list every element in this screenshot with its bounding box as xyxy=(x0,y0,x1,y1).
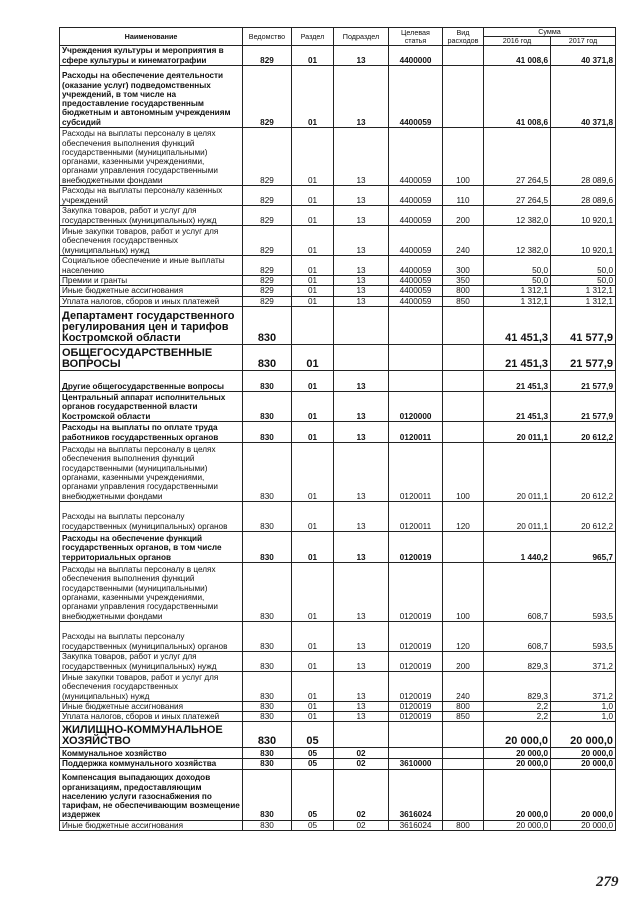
header-sum: Сумма xyxy=(484,28,616,37)
cell-sum-2017: 40 371,8 xyxy=(551,46,616,66)
table-row xyxy=(60,66,616,128)
cell-sum-2017: 1,0 xyxy=(551,712,616,722)
cell-sum-2017: 371,2 xyxy=(551,651,616,671)
cell-sum-2016: 1 312,1 xyxy=(484,286,551,296)
table-row xyxy=(60,712,616,722)
cell-target-article: 0120019 xyxy=(389,562,443,621)
cell-target-article xyxy=(389,306,443,344)
cell-target-article xyxy=(389,344,443,370)
cell-sum-2016: 12 382,0 xyxy=(484,206,551,226)
cell-razdel: 01 xyxy=(292,46,334,66)
cell-target-article: 4400059 xyxy=(389,128,443,186)
cell-vedomstvo: 830 xyxy=(243,820,292,830)
cell-target-article: 3610000 xyxy=(389,759,443,769)
cell-target-article xyxy=(389,748,443,759)
table-body xyxy=(60,46,616,831)
cell-sum-2017: 20 612,2 xyxy=(551,421,616,442)
cell-sum-2017: 593,5 xyxy=(551,562,616,621)
cell-target-article: 4400059 xyxy=(389,286,443,296)
cell-podrazdel: 13 xyxy=(334,296,389,306)
cell-name: ОБЩЕГОСУДАРСТВЕННЫЕ ВОПРОСЫ xyxy=(60,344,243,370)
cell-name: Расходы на выплаты персоналу казенных учреждений xyxy=(60,186,243,206)
cell-expense-type xyxy=(443,391,484,421)
cell-vedomstvo: 829 xyxy=(243,276,292,286)
cell-razdel: 01 xyxy=(292,128,334,186)
cell-expense-type xyxy=(443,421,484,442)
cell-name: ЖИЛИЩНО-КОММУНАЛЬНОЕ ХОЗЯЙСТВО xyxy=(60,722,243,748)
cell-podrazdel xyxy=(334,344,389,370)
cell-vedomstvo: 829 xyxy=(243,256,292,276)
cell-target-article: 0120011 xyxy=(389,421,443,442)
cell-sum-2017: 20 000,0 xyxy=(551,820,616,830)
cell-razdel: 01 xyxy=(292,186,334,206)
cell-vedomstvo: 830 xyxy=(243,562,292,621)
cell-sum-2017: 50,0 xyxy=(551,276,616,286)
cell-target-article: 4400059 xyxy=(389,186,443,206)
cell-sum-2017: 1 312,1 xyxy=(551,296,616,306)
table-row xyxy=(60,748,616,759)
cell-expense-type: 300 xyxy=(443,256,484,276)
cell-name: Расходы на выплаты персоналу в целях обеспечения выполнения функций государственными (муниципальными) органами, казенными учреждениями, органами управления государственными внебюджетными фондами xyxy=(60,562,243,621)
cell-name: Департамент государственного регулирования цен и тарифов Костромской области xyxy=(60,306,243,344)
cell-sum-2016: 20 011,1 xyxy=(484,501,551,531)
cell-sum-2017: 10 920,1 xyxy=(551,206,616,226)
cell-sum-2017: 21 577,9 xyxy=(551,344,616,370)
cell-sum-2016: 12 382,0 xyxy=(484,226,551,256)
cell-sum-2017: 20 000,0 xyxy=(551,759,616,769)
cell-razdel: 01 xyxy=(292,421,334,442)
cell-name: Иные бюджетные ассигнования xyxy=(60,286,243,296)
cell-sum-2016: 41 008,6 xyxy=(484,46,551,66)
cell-target-article: 0120011 xyxy=(389,501,443,531)
cell-target-article: 0120019 xyxy=(389,712,443,722)
table-row xyxy=(60,370,616,391)
cell-sum-2017: 28 089,6 xyxy=(551,186,616,206)
cell-sum-2016: 20 000,0 xyxy=(484,820,551,830)
header-vedomstvo: Ведомство xyxy=(243,28,292,46)
cell-expense-type: 200 xyxy=(443,651,484,671)
cell-target-article: 4400059 xyxy=(389,296,443,306)
cell-razdel: 01 xyxy=(292,712,334,722)
cell-name: Иные закупки товаров, работ и услуг для обеспечения государственных (муниципальных) нужд xyxy=(60,671,243,701)
cell-target-article xyxy=(389,370,443,391)
cell-vedomstvo: 830 xyxy=(243,701,292,711)
cell-target-article: 3616024 xyxy=(389,820,443,830)
header-razdel: Раздел xyxy=(292,28,334,46)
table-row xyxy=(60,651,616,671)
cell-target-article: 4400059 xyxy=(389,206,443,226)
cell-sum-2017: 21 577,9 xyxy=(551,370,616,391)
cell-podrazdel: 13 xyxy=(334,501,389,531)
table-row xyxy=(60,226,616,256)
cell-target-article: 4400059 xyxy=(389,66,443,128)
cell-sum-2016: 41 008,6 xyxy=(484,66,551,128)
table-row xyxy=(60,186,616,206)
cell-name: Уплата налогов, сборов и иных платежей xyxy=(60,296,243,306)
cell-sum-2016: 1 440,2 xyxy=(484,531,551,562)
cell-name: Расходы на выплаты персоналу государственных (муниципальных) органов xyxy=(60,501,243,531)
table-row xyxy=(60,206,616,226)
cell-razdel: 01 xyxy=(292,296,334,306)
cell-vedomstvo: 829 xyxy=(243,296,292,306)
cell-name: Закупка товаров, работ и услуг для государственных (муниципальных) нужд xyxy=(60,651,243,671)
cell-name: Расходы на выплаты персоналу государственных (муниципальных) органов xyxy=(60,621,243,651)
cell-vedomstvo: 830 xyxy=(243,421,292,442)
cell-target-article: 0120019 xyxy=(389,651,443,671)
cell-sum-2016: 608,7 xyxy=(484,621,551,651)
header-target-article: Целевая статья xyxy=(389,28,443,46)
cell-target-article: 0120019 xyxy=(389,701,443,711)
cell-expense-type: 120 xyxy=(443,621,484,651)
cell-expense-type: 350 xyxy=(443,276,484,286)
cell-razdel: 01 xyxy=(292,206,334,226)
cell-sum-2017: 41 577,9 xyxy=(551,306,616,344)
cell-name: Уплата налогов, сборов и иных платежей xyxy=(60,712,243,722)
cell-podrazdel: 13 xyxy=(334,206,389,226)
cell-expense-type: 110 xyxy=(443,186,484,206)
cell-razdel: 01 xyxy=(292,226,334,256)
cell-expense-type: 200 xyxy=(443,206,484,226)
cell-podrazdel: 13 xyxy=(334,442,389,501)
cell-razdel: 05 xyxy=(292,820,334,830)
cell-podrazdel: 13 xyxy=(334,226,389,256)
cell-razdel: 01 xyxy=(292,276,334,286)
cell-sum-2016: 20 000,0 xyxy=(484,748,551,759)
cell-name: Центральный аппарат исполнительных органов государственной власти Костромской области xyxy=(60,391,243,421)
cell-expense-type: 850 xyxy=(443,296,484,306)
cell-sum-2016: 2,2 xyxy=(484,701,551,711)
cell-razdel: 01 xyxy=(292,651,334,671)
table-row xyxy=(60,722,616,748)
cell-name: Компенсация выпадающих доходов организациям, предоставляющим населению услуги газоснабжения по тарифам, не обеспечивающим возмещение издержек xyxy=(60,769,243,820)
cell-sum-2017: 1,0 xyxy=(551,701,616,711)
cell-podrazdel xyxy=(334,306,389,344)
cell-sum-2017: 593,5 xyxy=(551,621,616,651)
cell-vedomstvo: 830 xyxy=(243,671,292,701)
cell-sum-2016: 41 451,3 xyxy=(484,306,551,344)
cell-sum-2017: 20 612,2 xyxy=(551,501,616,531)
cell-name: Расходы на выплаты по оплате труда работников государственных органов xyxy=(60,421,243,442)
cell-expense-type: 100 xyxy=(443,562,484,621)
cell-expense-type xyxy=(443,306,484,344)
table-row xyxy=(60,344,616,370)
cell-podrazdel: 02 xyxy=(334,748,389,759)
budget-table xyxy=(59,27,616,831)
cell-podrazdel: 13 xyxy=(334,370,389,391)
table-row xyxy=(60,296,616,306)
cell-vedomstvo: 830 xyxy=(243,748,292,759)
cell-expense-type xyxy=(443,531,484,562)
cell-sum-2016: 50,0 xyxy=(484,256,551,276)
cell-razdel: 01 xyxy=(292,370,334,391)
cell-name: Иные закупки товаров, работ и услуг для обеспечения государственных (муниципальных) нужд xyxy=(60,226,243,256)
cell-expense-type xyxy=(443,722,484,748)
cell-razdel: 01 xyxy=(292,621,334,651)
cell-razdel: 05 xyxy=(292,748,334,759)
cell-sum-2016: 21 451,3 xyxy=(484,391,551,421)
cell-podrazdel: 13 xyxy=(334,621,389,651)
cell-vedomstvo: 829 xyxy=(243,46,292,66)
cell-name: Иные бюджетные ассигнования xyxy=(60,820,243,830)
cell-vedomstvo: 830 xyxy=(243,531,292,562)
cell-target-article: 3616024 xyxy=(389,769,443,820)
cell-vedomstvo: 829 xyxy=(243,128,292,186)
cell-podrazdel: 13 xyxy=(334,256,389,276)
cell-target-article: 4400059 xyxy=(389,256,443,276)
cell-sum-2016: 829,3 xyxy=(484,671,551,701)
cell-vedomstvo: 830 xyxy=(243,759,292,769)
cell-name: Другие общегосударственные вопросы xyxy=(60,370,243,391)
cell-podrazdel: 13 xyxy=(334,701,389,711)
cell-name: Учреждения культуры и мероприятия в сфере культуры и кинематографии xyxy=(60,46,243,66)
cell-razdel: 01 xyxy=(292,501,334,531)
cell-vedomstvo: 830 xyxy=(243,722,292,748)
cell-vedomstvo: 830 xyxy=(243,651,292,671)
cell-expense-type: 800 xyxy=(443,286,484,296)
cell-expense-type xyxy=(443,370,484,391)
cell-razdel: 01 xyxy=(292,442,334,501)
cell-expense-type xyxy=(443,759,484,769)
cell-expense-type: 800 xyxy=(443,820,484,830)
table-row xyxy=(60,820,616,830)
cell-razdel xyxy=(292,306,334,344)
cell-target-article: 0120019 xyxy=(389,531,443,562)
cell-expense-type: 850 xyxy=(443,712,484,722)
cell-expense-type: 240 xyxy=(443,226,484,256)
cell-sum-2016: 20 000,0 xyxy=(484,722,551,748)
table-row xyxy=(60,286,616,296)
cell-razdel: 05 xyxy=(292,759,334,769)
cell-vedomstvo: 830 xyxy=(243,442,292,501)
cell-vedomstvo: 830 xyxy=(243,370,292,391)
cell-name: Расходы на выплаты персоналу в целях обеспечения выполнения функций государственными (муниципальными) органами, казенными учреждениями, органами управления государственными внебюджетными фондами xyxy=(60,442,243,501)
table-row xyxy=(60,769,616,820)
cell-name: Расходы на выплаты персоналу в целях обеспечения выполнения функций государственными (муниципальными) органами, казенными учреждениями, органами управления государственными внебюджетными фондами xyxy=(60,128,243,186)
cell-sum-2017: 1 312,1 xyxy=(551,286,616,296)
table-header xyxy=(60,28,616,46)
cell-razdel: 05 xyxy=(292,722,334,748)
cell-podrazdel: 02 xyxy=(334,769,389,820)
cell-sum-2017: 965,7 xyxy=(551,531,616,562)
cell-expense-type: 240 xyxy=(443,671,484,701)
cell-vedomstvo: 830 xyxy=(243,391,292,421)
cell-sum-2017: 40 371,8 xyxy=(551,66,616,128)
cell-vedomstvo: 830 xyxy=(243,769,292,820)
cell-sum-2016: 50,0 xyxy=(484,276,551,286)
cell-sum-2016: 1 312,1 xyxy=(484,296,551,306)
table-row xyxy=(60,531,616,562)
table-row xyxy=(60,46,616,66)
cell-expense-type: 100 xyxy=(443,128,484,186)
cell-vedomstvo: 830 xyxy=(243,501,292,531)
cell-podrazdel: 13 xyxy=(334,712,389,722)
table-row xyxy=(60,391,616,421)
cell-podrazdel: 13 xyxy=(334,391,389,421)
cell-podrazdel: 13 xyxy=(334,531,389,562)
cell-sum-2017: 371,2 xyxy=(551,671,616,701)
cell-vedomstvo: 830 xyxy=(243,712,292,722)
cell-podrazdel: 02 xyxy=(334,820,389,830)
table-row xyxy=(60,501,616,531)
cell-vedomstvo: 829 xyxy=(243,286,292,296)
cell-podrazdel: 13 xyxy=(334,128,389,186)
cell-expense-type: 120 xyxy=(443,501,484,531)
cell-target-article: 0120000 xyxy=(389,391,443,421)
cell-vedomstvo: 829 xyxy=(243,206,292,226)
cell-target-article: 0120011 xyxy=(389,442,443,501)
cell-target-article: 4400059 xyxy=(389,276,443,286)
cell-name: Иные бюджетные ассигнования xyxy=(60,701,243,711)
cell-vedomstvo: 829 xyxy=(243,226,292,256)
header-name: Наименование xyxy=(60,28,243,46)
table-row xyxy=(60,562,616,621)
cell-podrazdel: 13 xyxy=(334,562,389,621)
table-row xyxy=(60,701,616,711)
cell-expense-type: 800 xyxy=(443,701,484,711)
cell-podrazdel: 13 xyxy=(334,186,389,206)
cell-podrazdel: 13 xyxy=(334,46,389,66)
cell-sum-2017: 21 577,9 xyxy=(551,391,616,421)
cell-sum-2016: 21 451,3 xyxy=(484,344,551,370)
cell-name: Расходы на обеспечение деятельности (оказание услуг) подведомственных учреждений, в том числе на предоставление государственным бюджетным и автономным учреждениям субсидий xyxy=(60,66,243,128)
cell-sum-2017: 20 000,0 xyxy=(551,722,616,748)
cell-name: Поддержка коммунального хозяйства xyxy=(60,759,243,769)
cell-razdel: 01 xyxy=(292,286,334,296)
cell-vedomstvo: 829 xyxy=(243,66,292,128)
table-row xyxy=(60,256,616,276)
cell-podrazdel: 13 xyxy=(334,671,389,701)
cell-target-article: 4400059 xyxy=(389,226,443,256)
cell-podrazdel: 13 xyxy=(334,66,389,128)
table-row xyxy=(60,276,616,286)
cell-sum-2016: 20 011,1 xyxy=(484,442,551,501)
table-row xyxy=(60,442,616,501)
cell-razdel: 01 xyxy=(292,531,334,562)
cell-sum-2016: 2,2 xyxy=(484,712,551,722)
cell-sum-2016: 20 011,1 xyxy=(484,421,551,442)
cell-vedomstvo: 830 xyxy=(243,621,292,651)
table-row xyxy=(60,128,616,186)
cell-target-article xyxy=(389,722,443,748)
budget-sheet xyxy=(59,27,616,831)
table-row xyxy=(60,671,616,701)
cell-sum-2017: 20 612,2 xyxy=(551,442,616,501)
cell-razdel: 05 xyxy=(292,769,334,820)
cell-podrazdel: 02 xyxy=(334,759,389,769)
cell-vedomstvo: 830 xyxy=(243,344,292,370)
cell-expense-type xyxy=(443,748,484,759)
cell-vedomstvo: 830 xyxy=(243,306,292,344)
cell-razdel: 01 xyxy=(292,391,334,421)
cell-sum-2017: 20 000,0 xyxy=(551,769,616,820)
cell-sum-2016: 608,7 xyxy=(484,562,551,621)
cell-sum-2017: 28 089,6 xyxy=(551,128,616,186)
cell-razdel: 01 xyxy=(292,562,334,621)
cell-podrazdel: 13 xyxy=(334,286,389,296)
cell-name: Расходы на обеспечение функций государственных органов, в том числе территориальных органов xyxy=(60,531,243,562)
cell-expense-type: 100 xyxy=(443,442,484,501)
header-year-2017: 2017 год xyxy=(551,37,616,46)
cell-sum-2017: 20 000,0 xyxy=(551,748,616,759)
cell-expense-type xyxy=(443,66,484,128)
cell-name: Закупка товаров, работ и услуг для государственных (муниципальных) нужд xyxy=(60,206,243,226)
cell-expense-type xyxy=(443,769,484,820)
cell-razdel: 01 xyxy=(292,66,334,128)
cell-podrazdel: 13 xyxy=(334,276,389,286)
cell-name: Коммунальное хозяйство xyxy=(60,748,243,759)
cell-sum-2016: 27 264,5 xyxy=(484,186,551,206)
table-row xyxy=(60,421,616,442)
cell-target-article: 0120019 xyxy=(389,671,443,701)
table-row xyxy=(60,621,616,651)
cell-name: Социальное обеспечение и иные выплаты населению xyxy=(60,256,243,276)
cell-razdel: 01 xyxy=(292,671,334,701)
cell-podrazdel: 13 xyxy=(334,421,389,442)
cell-sum-2016: 21 451,3 xyxy=(484,370,551,391)
cell-expense-type xyxy=(443,344,484,370)
cell-target-article: 0120019 xyxy=(389,621,443,651)
cell-target-article: 4400000 xyxy=(389,46,443,66)
cell-razdel: 01 xyxy=(292,344,334,370)
header-expense-type: Вид расходов xyxy=(443,28,484,46)
cell-podrazdel xyxy=(334,722,389,748)
table-row xyxy=(60,306,616,344)
page-number: 279 xyxy=(596,874,619,890)
cell-sum-2016: 20 000,0 xyxy=(484,769,551,820)
cell-sum-2016: 20 000,0 xyxy=(484,759,551,769)
cell-sum-2016: 829,3 xyxy=(484,651,551,671)
cell-razdel: 01 xyxy=(292,701,334,711)
cell-sum-2017: 10 920,1 xyxy=(551,226,616,256)
cell-podrazdel: 13 xyxy=(334,651,389,671)
cell-sum-2016: 27 264,5 xyxy=(484,128,551,186)
header-podrazdel: Подраздел xyxy=(334,28,389,46)
cell-name: Премии и гранты xyxy=(60,276,243,286)
cell-razdel: 01 xyxy=(292,256,334,276)
cell-expense-type xyxy=(443,46,484,66)
cell-sum-2017: 50,0 xyxy=(551,256,616,276)
cell-vedomstvo: 829 xyxy=(243,186,292,206)
header-year-2016: 2016 год xyxy=(484,37,551,46)
table-row xyxy=(60,759,616,769)
